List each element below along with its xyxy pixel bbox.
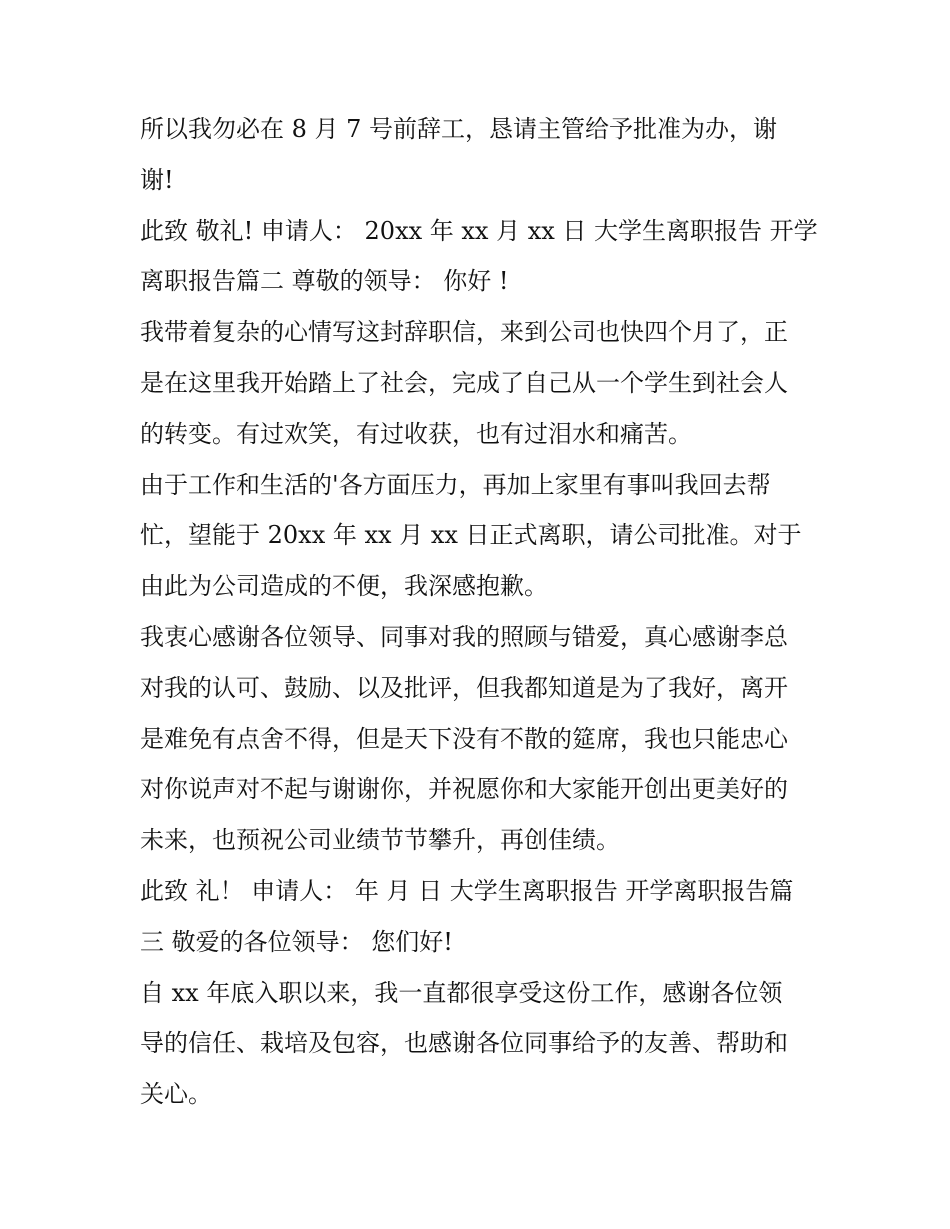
text-line: 自 xx 年底入职以来，我一直都很享受这份工作，感谢各位领 [140,978,783,1007]
text-line: 对我的认可、鼓励、以及批评，但我都知道是为了我好，离开 [140,673,788,702]
text-line: 我衷心感谢各位领导、同事对我的照顾与错爱，真心感谢李总 [140,622,788,651]
text-line: 对你说声对不起与谢谢你，并祝愿你和大家能开创出更美好的 [140,775,788,804]
text-line: 忙，望能于 20xx 年 xx 月 xx 日正式离职，请公司批准。对于 [140,521,802,550]
text-line: 是在这里我开始踏上了社会，完成了自己从一个学生到社会人 [140,368,788,397]
text-line: 关心。 [140,1080,212,1109]
text-line: 三 敬爱的各位领导： 您们好! [140,927,453,956]
text-line: 的转变。有过欢笑，有过收获，也有过泪水和痛苦。 [140,419,692,448]
text-line: 由于工作和生活的'各方面压力，再加上家里有事叫我回去帮 [140,470,771,499]
text-line: 由此为公司造成的不便，我深感抱歉。 [140,572,548,601]
text-line: 离职报告篇二 尊敬的领导： 你好 ! [140,267,509,296]
text-line: 所以我勿必在 8 月 7 号前辞工，恳请主管给予批准为办，谢 [140,115,778,143]
text-line: 此致 敬礼! 申请人： 20xx 年 xx 月 xx 日 大学生离职报告 开学 [140,216,818,245]
text-line: 谢! [140,165,174,194]
letter-body [140,104,820,1120]
text-line: 导的信任、栽培及包容，也感谢各位同事给予的友善、帮助和 [140,1029,788,1058]
text-line: 我带着复杂的心情写这封辞职信，来到公司也快四个月了，正 [140,318,788,347]
text-line: 未来，也预祝公司业绩节节攀升，再创佳绩。 [140,826,620,855]
text-line: 此致 礼！ 申请人： 年 月 日 大学生离职报告 开学离职报告篇 [140,876,794,905]
text-line: 是难免有点舍不得，但是天下没有不散的筵席，我也只能忠心 [140,724,788,753]
